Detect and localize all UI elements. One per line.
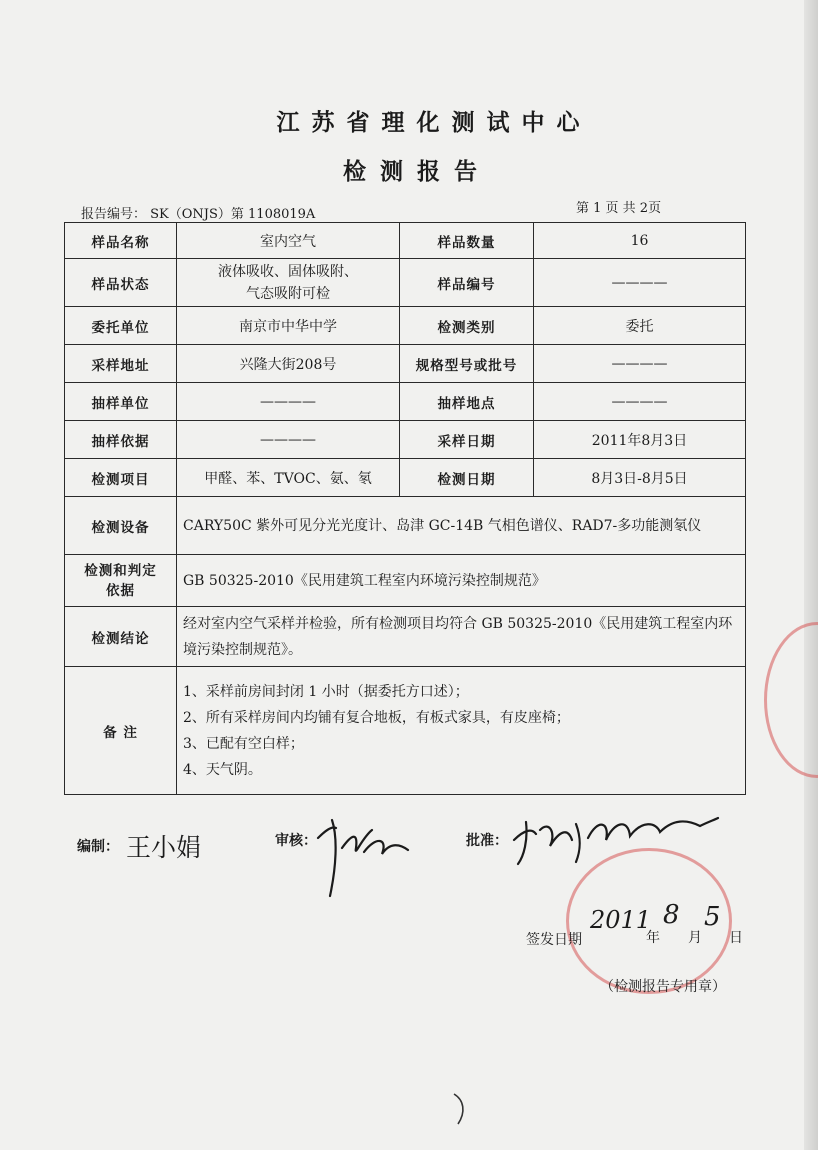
test-items: 甲醛、苯、TVOC、氨、氡 [177, 459, 400, 497]
equipment-label: 检测设备 [65, 497, 177, 555]
report-table [64, 222, 746, 795]
sample-state-line2: 气态吸附可检 [246, 285, 330, 302]
year-char: 年 [646, 930, 660, 946]
day-char: 日 [729, 930, 743, 946]
basis: GB 50325-2010《民用建筑工程室内环境污染控制规范》 [177, 555, 746, 607]
reviewer-signature-icon [312, 808, 412, 904]
compiler-signature: 王小娟 [126, 833, 202, 862]
sample-name: 室内空气 [177, 223, 400, 259]
table-row [65, 497, 746, 555]
table-row [65, 383, 746, 421]
sample-code: ———— [534, 259, 746, 307]
sample-name-label: 样品名称 [65, 223, 177, 259]
table-row [65, 259, 746, 307]
sampling-place: ———— [534, 383, 746, 421]
org-title: 江苏省理化测试中心 [276, 109, 592, 136]
sample-state-line1: 液体吸收、固体吸附、 [218, 263, 358, 280]
seal-note: （检测报告专用章） [600, 979, 726, 995]
remarks [177, 667, 746, 795]
issue-date-year: 2011 [590, 906, 652, 934]
table-row [65, 421, 746, 459]
basis-label-line1: 检测和判定 [84, 562, 157, 579]
conclusion: 经对室内空气采样并检验，所有检测项目均符合 GB 50325-2010《民用建筑工程室内环境污染控制规范》。 [177, 607, 746, 667]
test-items-label: 检测项目 [65, 459, 177, 497]
site: 兴隆大街208号 [177, 345, 400, 383]
issue-date-month: 8 [663, 900, 680, 930]
test-date-label: 检测日期 [400, 459, 534, 497]
test-type: 委托 [534, 307, 746, 345]
remark-item: 1、采样前房间封闭 1 小时（据委托方口述）； [183, 683, 469, 700]
spec-label: 规格型号或批号 [400, 345, 534, 383]
sample-qty: 16 [534, 223, 746, 259]
sampling-unit: ———— [177, 383, 400, 421]
remark-item: 2、所有采样房间内均铺有复合地板，有板式家具，有皮座椅； [183, 709, 570, 726]
conclusion-label: 检测结论 [65, 607, 177, 667]
scan-mark-icon [446, 1090, 476, 1130]
table-row [65, 307, 746, 345]
remark-item: 4、天气阴。 [183, 761, 262, 778]
issue-date-day: 5 [704, 902, 721, 932]
sampling-basis: ———— [177, 421, 400, 459]
basis-label [65, 555, 177, 607]
client-label: 委托单位 [65, 307, 177, 345]
table-row [65, 607, 746, 667]
sample-qty-label: 样品数量 [400, 223, 534, 259]
report-title: 检测报告 [343, 158, 491, 185]
site-label: 采样地址 [65, 345, 177, 383]
approver-label: 批准： [466, 833, 508, 849]
sample-state-label: 样品状态 [65, 259, 177, 307]
report-number: 报告编号： SK（ONJS）第 1108019A [81, 207, 316, 222]
page-number: 第 1 页 共 2页 [576, 201, 662, 216]
partial-seal-icon [764, 622, 818, 778]
table-row [65, 223, 746, 259]
sampling-place-label: 抽样地点 [400, 383, 534, 421]
client: 南京市中华中学 [177, 307, 400, 345]
test-type-label: 检测类别 [400, 307, 534, 345]
equipment: CARY50C 紫外可见分光光度计、岛津 GC-14B 气相色谱仪、RAD7-多功能测氡仪 [177, 497, 746, 555]
spec: ———— [534, 345, 746, 383]
table-row [65, 667, 746, 795]
month-char: 月 [688, 930, 702, 946]
sampling-basis-label: 抽样依据 [65, 421, 177, 459]
test-date: 8月3日-8月5日 [534, 459, 746, 497]
remark-item: 3、已配有空白样； [183, 735, 304, 752]
basis-label-line2: 依据 [106, 582, 135, 599]
table-row [65, 459, 746, 497]
compiler-label: 编制： [77, 839, 119, 855]
sample-code-label: 样品编号 [400, 259, 534, 307]
reviewer-label: 审核： [275, 833, 317, 849]
table-row [65, 345, 746, 383]
sampling-date-label: 采样日期 [400, 421, 534, 459]
issue-date-label: 签发日期 [526, 932, 582, 948]
sampling-date: 2011年8月3日 [534, 421, 746, 459]
sampling-unit-label: 抽样单位 [65, 383, 177, 421]
remarks-label: 备 注 [65, 667, 177, 795]
table-row [65, 555, 746, 607]
sample-state [177, 259, 400, 307]
